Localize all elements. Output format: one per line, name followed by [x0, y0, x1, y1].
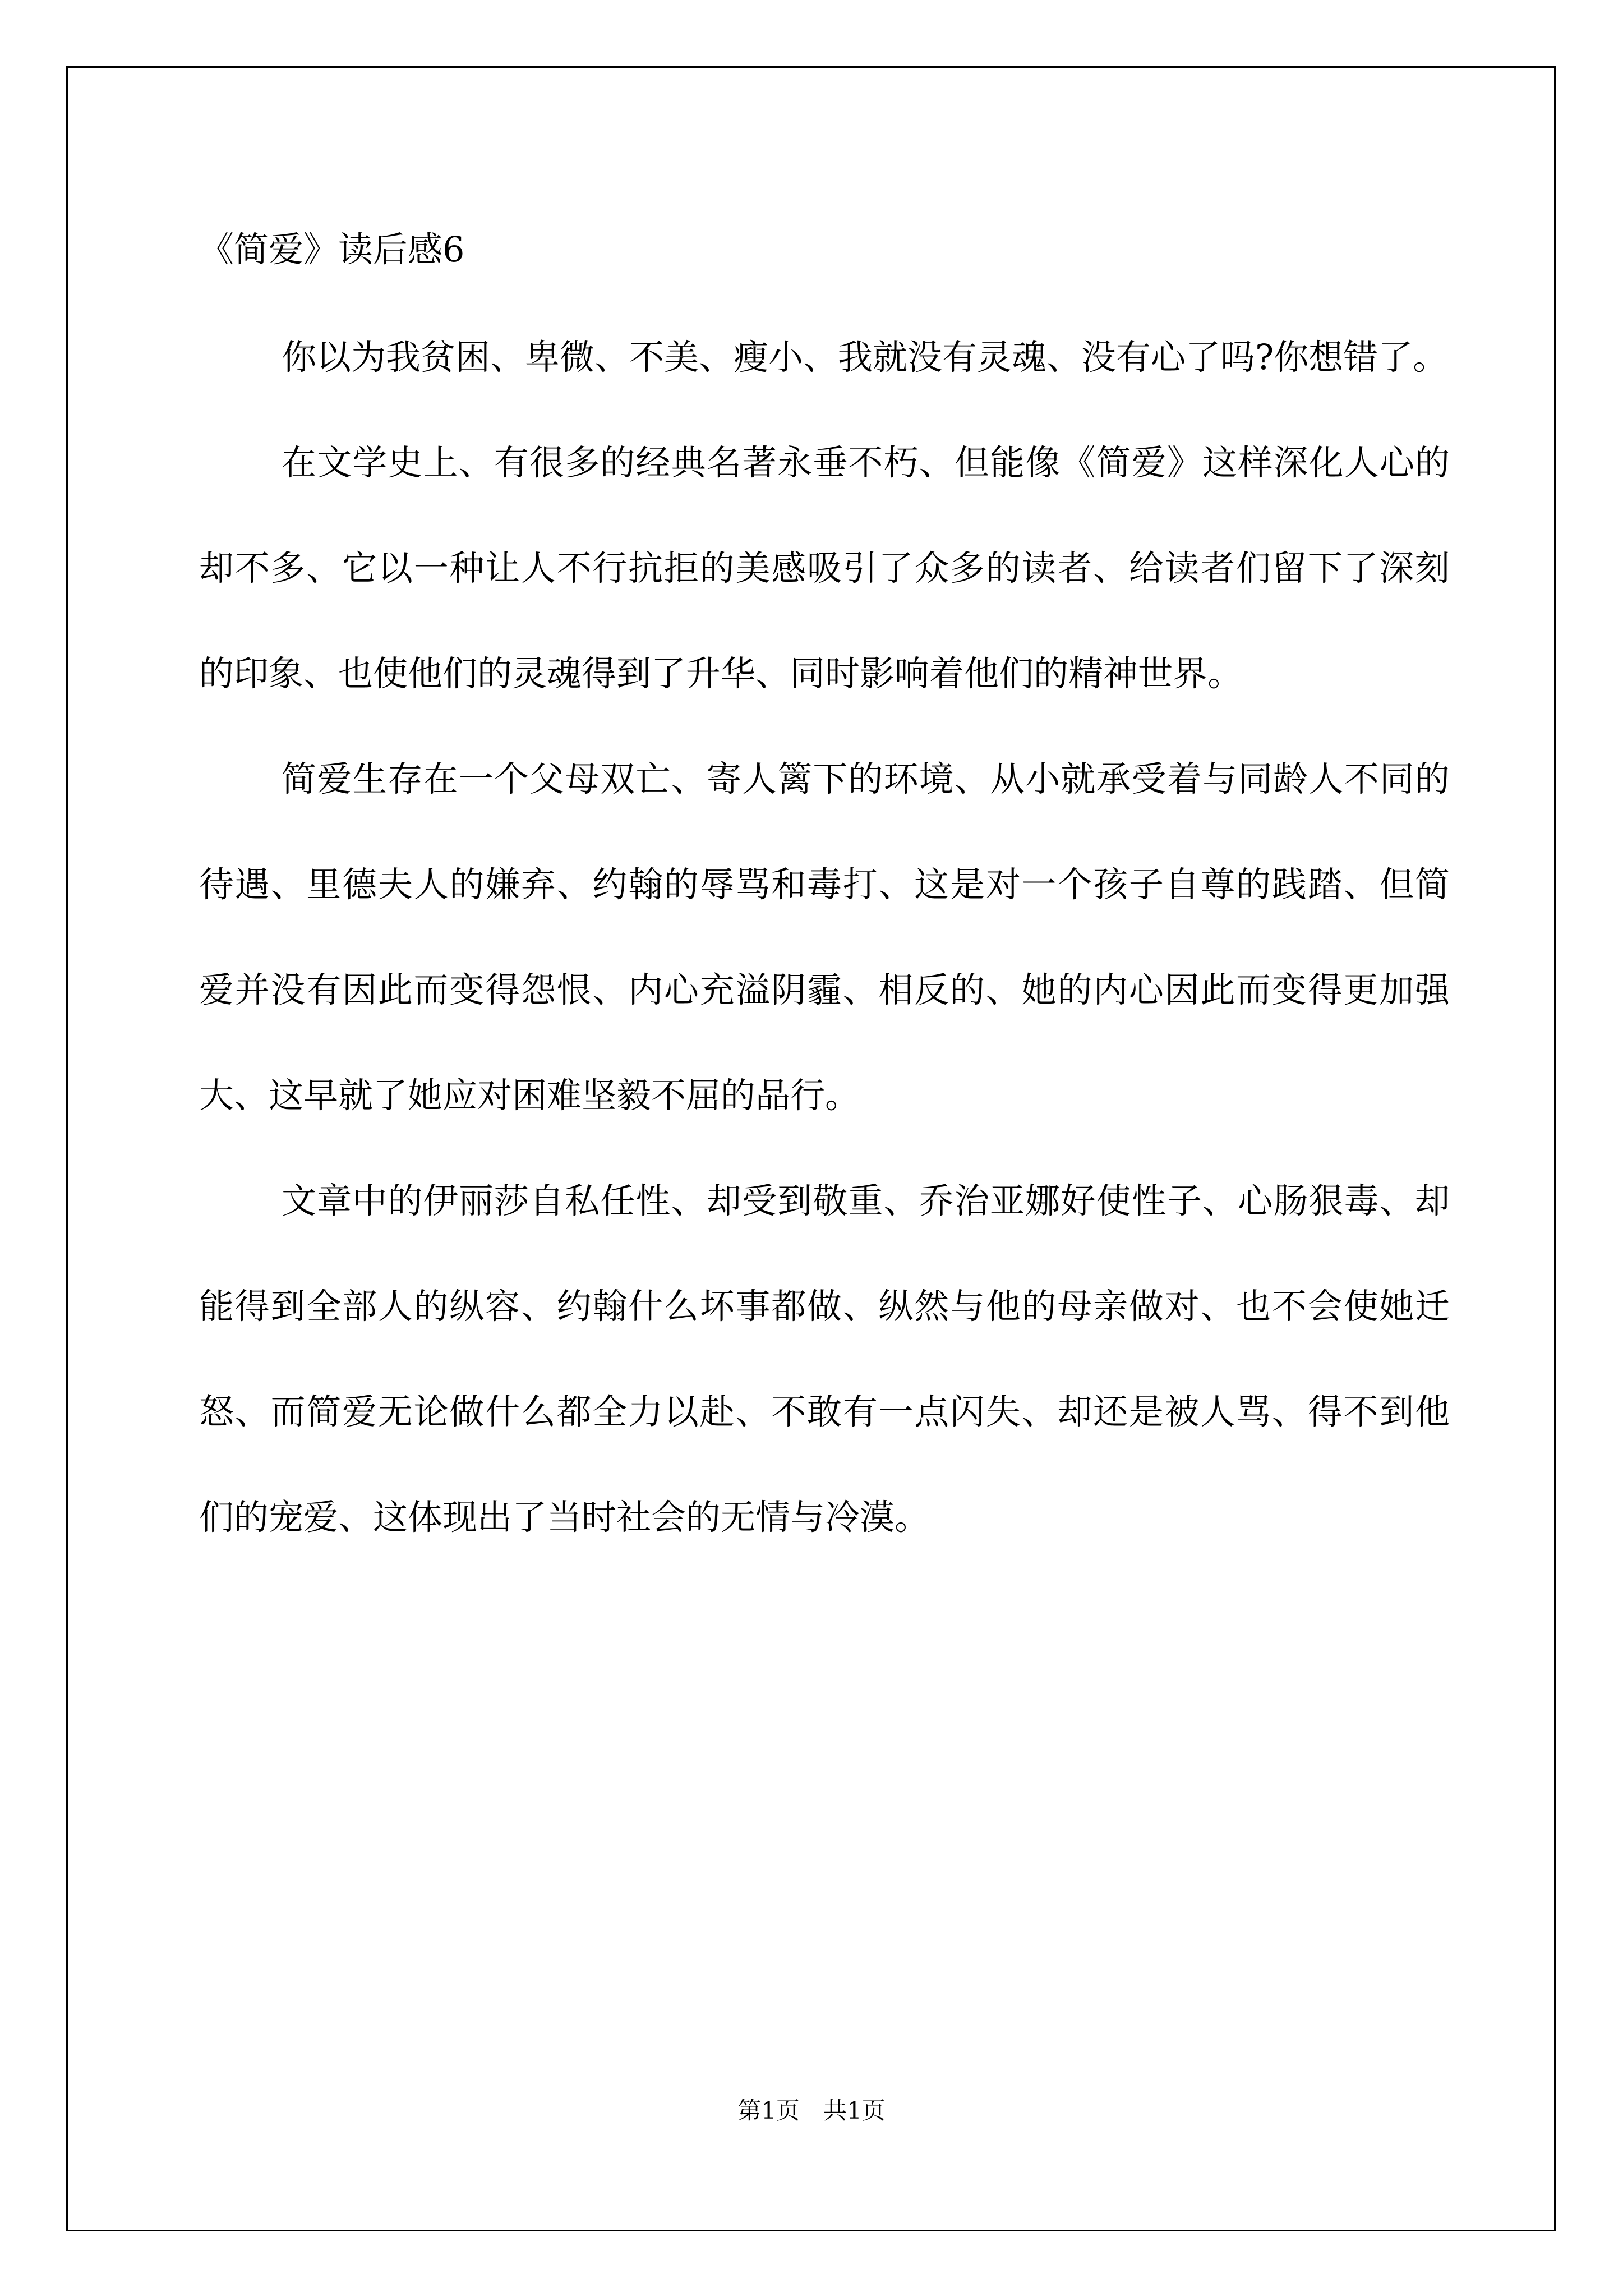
document-body	[199, 305, 1450, 1570]
paragraph: 简爱生存在一个父母双亡、寄人篱下的环境、从小就承受着与同龄人不同的待遇、里德夫人的嫌弃、约翰的辱骂和毒打、这是对一个孩子自尊的践踏、但简爱并没有因此而变得怨恨、内心充溢阴霾、相反的、她的内心因此而变得更加强大、这早就了她应对困难坚毅不屈的品行。	[199, 758, 1450, 1116]
paragraph: 你以为我贫困、卑微、不美、瘦小、我就没有灵魂、没有心了吗?你想错了。	[282, 337, 1448, 378]
page-number-footer: 第1页 共1页	[737, 2097, 886, 2124]
paragraph: 在文学史上、有很多的经典名著永垂不朽、但能像《简爱》这样深化人心的却不多、它以一种让人不行抗拒的美感吸引了众多的读者、给读者们留下了深刻的印象、也使他们的灵魂得到了升华、同时影响着他们的精神世界。	[199, 442, 1450, 694]
document-title: 《简爱》读后感6	[199, 229, 465, 270]
paragraph: 文章中的伊丽莎自私任性、却受到敬重、乔治亚娜好使性子、心肠狠毒、却能得到全部人的纵容、约翰什么坏事都做、纵然与他的母亲做对、也不会使她迁怒、而简爱无论做什么都全力以赴、不敢有一点闪失、却还是被人骂、得不到他们的宠爱、这体现出了当时社会的无情与冷漠。	[199, 1180, 1450, 1538]
